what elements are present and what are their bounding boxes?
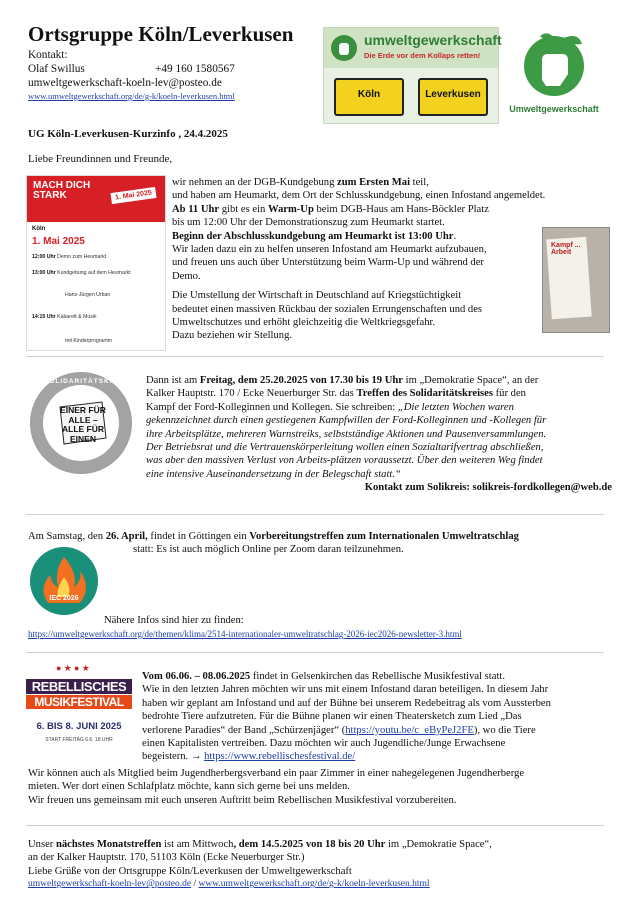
divider <box>26 652 604 653</box>
youtube-link[interactable]: https://youtu.be/c_eByPeJ2FE <box>345 724 474 736</box>
photo-sign-text: Kampf ... Arbeit <box>551 242 581 256</box>
poster-city: Köln <box>32 226 46 232</box>
ug-banner-logo <box>323 27 502 124</box>
festival-text-2: Wir können auch als Mitglied beim Jugendherbergsverband ein paar Zimmer in einer nahegelegenen Jugendherberge mieten. Wer dort einen Schlafplatz möchte, kann sich gerne bei uns melden. Wir freuen uns gemeinsam mit euch unseren Auftritt beim Rebellischen Musikfestival vorzubereiten. <box>28 768 525 806</box>
fist-icon <box>330 34 358 62</box>
ratschlag-text: Am Samstag, den 26. April, findet in Göttingen ein Vorbereitungstreffen zum Internationalen Umweltratschlag statt: Es ist auch möglich Online per Zoom daran teilzunehmen. <box>28 531 519 556</box>
solikreis-main-text: EINER FÜR ALLE – ALLE FÜR EINEN <box>60 405 106 444</box>
ratschlag-link[interactable]: https://umweltgewerkschaft.org/de/themen/klima/2514-internationaler-umweltratschlag-2026-iec2026-newsletter-3.html <box>28 629 462 639</box>
iec-logo-text: IEC 2026 <box>49 595 79 602</box>
solikreis-text: Dann ist am Freitag, dem 25.20.2025 von 17.30 bis 19 Uhr im „Demokratie Space“, an der Kalker Hauptstr. 170 / Ecke Neuerburger Str. das Treffen des Solidaritätskreises für den Kampf der Ford-Kolleginnen und Kollegen. Sie schreiben: „Die letzten Wochen waren gekennzeichnet durch einen gestiegenen Kampfwillen der Ford-Kolleginnen und -Kollegen für ihre Arbeitsplätze, mehreren Warnstreiks, selbstständige Aktionen und Pausenversammlungen. Der Betriebsrat und die Vertrauenskörperleitung wollen einen Sozialtarifvertrag abschließen, was aber den massiven Verlust von Arbeits-plätzen voraussetzt. Über den weiteren Weg findet eine intensive Auseinandersetzung in der Belegschaft statt.“ Kontakt zum Solikreis: solikreis-fordkollegen@web.de <box>146 375 612 494</box>
ratschlag-info-label: Nähere Infos sind hier zu finden: <box>104 615 244 626</box>
poster-row-text: mit Kinderprogramm <box>65 338 112 344</box>
divider <box>26 356 604 357</box>
greeting: Liebe Freundinnen und Freunde, <box>28 153 173 165</box>
ug-globe-fist-icon <box>504 28 604 102</box>
footer-website-link[interactable]: www.umweltgewerkschaft.org/de/g-k/koeln-leverkusen.html <box>198 879 430 890</box>
poster-row-text: Demo zum Heumarkt <box>57 254 107 260</box>
poster-row-time: 14:15 Uhr <box>32 314 56 320</box>
festival-logo-date: 6. BIS 8. JUNI 2025 <box>36 721 122 732</box>
solikreis-contact: Kontakt zum Solikreis: solikreis-fordkollegen@web.de <box>364 482 612 494</box>
kurzinfo-heading: UG Köln-Leverkusen-Kurzinfo , 24.4.2025 <box>28 128 228 140</box>
flame-icon <box>30 547 98 615</box>
poster-row-text: Hans-Jürgen Urban <box>65 292 111 298</box>
contact-label: Kontakt: <box>28 49 68 61</box>
mai-text: wir nehmen an der DGB-Kundgebung zum Ersten Mai teil, und haben am Heumarkt, dem Ort der Schlusskundgebung, einen Infostand angemeldet. Ab 11 Uhr gibt es ein Warm-Up beim DGB-Haus am Hans-Böckler Platz bis um 12:00 Uhr der Demonstrationszug zum Heumarkt startet. Beginn der Abschlusskundgebung am Heumarkt ist 13:00 Uhr. Wir laden dazu ein zu helfen unseren Infostand am Heumarkt aufzubauen, und freuen uns auch über Unterstützung beim Warm-Up und während der Demo. Die Umstellung der Wirtschaft in Deutschland auf Kriegstüchtigkeit bedeutet einen massiven Rückbau der sozialen Errungenschaften und des Umweltschutzes und erhöht gleichzeitig die Weltkriegsgefahr. Dazu beziehen wir Stellung. <box>172 177 546 342</box>
contact-phone: +49 160 1580567 <box>155 63 235 75</box>
festival-logo-line2: MUSIKFESTIVAL <box>26 695 132 709</box>
solikreis-logo <box>30 372 132 474</box>
page-title: Ortsgruppe Köln/Leverkusen <box>28 22 294 46</box>
festival-logo-small: START FREITAG 6.6. 18 UHR <box>45 737 113 743</box>
stars-icon: ● ★ ● ★ <box>56 663 90 673</box>
iec-2026-logo <box>30 547 98 615</box>
contact-name: Olaf Swillus <box>28 63 85 75</box>
ug-banner-title: umweltgewerkschaft <box>364 32 502 48</box>
ug-logo <box>504 28 604 118</box>
header-website-link[interactable]: www.umweltgewerkschaft.org/de/g-k/koeln-leverkusen.html <box>28 91 235 101</box>
poster-row-text: Kabarett & Musik <box>57 314 97 320</box>
poster-date: 1. Mai 2025 <box>32 236 85 247</box>
solikreis-ring-text: SOLIDARITÄTSKREIS <box>44 378 129 385</box>
festival-text: Vom 06.06. – 08.06.2025 findet in Gelsenkirchen das Rebellische Musikfestival statt. Wie in den letzten Jahren möchten wir uns mit einem Infostand daran beteiligen. In diesem Jahr haben wir geplant am Infostand und auf der Bühne bei unserem Redebeitrag als vom Aussterben bedrohte Tiere aufzutreten. Für die Bühne planen wir einen Theatersketch zum Lied „Das verlorene Paradies“ der Band „Schürzenjäger“ (https://youtu.be/c_eByPeJ2FE), wo die Tiere einen Kapitalisten vertreiben. Dazu möchten wir auch Jugendliche/Junge Erwachsene begeistern. → https://www.rebellischesfestival.de/ <box>142 671 551 763</box>
footer-email-link[interactable]: umweltgewerkschaft-koeln-lev@posteo.de <box>28 879 192 890</box>
festival-website-link[interactable]: https://www.rebellischesfestival.de/ <box>204 751 356 763</box>
musikfestival-logo <box>26 663 132 759</box>
poster-badge: 1. Mai 2025 <box>110 187 156 204</box>
sign-koeln: Köln <box>334 78 404 116</box>
contact-email: umweltgewerkschaft-koeln-lev@posteo.de <box>28 77 222 89</box>
ug-banner-subtitle: Die Erde vor dem Kollaps retten! <box>364 51 481 60</box>
poster-row-text: Kundgebung auf dem Heumarkt <box>57 270 131 276</box>
protest-photo-image <box>542 227 610 333</box>
mai-poster-image <box>26 175 166 351</box>
festival-logo-line1: REBELLISCHES <box>26 679 132 694</box>
ug-logo-caption: Umweltgewerkschaft <box>509 104 599 114</box>
footer-text: Unser nächstes Monatstreffen ist am Mittwoch, dem 14.5.2025 von 18 bis 20 Uhr im „Demokratie Space“, an der Kalker Hauptstr. 170, 51103 Köln (Ecke Neuerburger Str.) Liebe Grüße von der Ortsgruppe Köln/Leverkusen der Umweltgewerkschaft umweltgewerkschaft-koeln-lev@posteo.de / www.umweltgewerkschaft.org/de/g-k/koeln-leverkusen.html <box>28 839 492 890</box>
poster-headline: MACH DICH STARK <box>33 180 91 201</box>
poster-row-time: 13:00 Uhr <box>32 270 56 276</box>
divider <box>26 514 604 515</box>
poster-row-time: 12:00 Uhr <box>32 254 56 260</box>
divider <box>26 825 604 826</box>
sign-leverkusen: Leverkusen <box>418 78 488 116</box>
